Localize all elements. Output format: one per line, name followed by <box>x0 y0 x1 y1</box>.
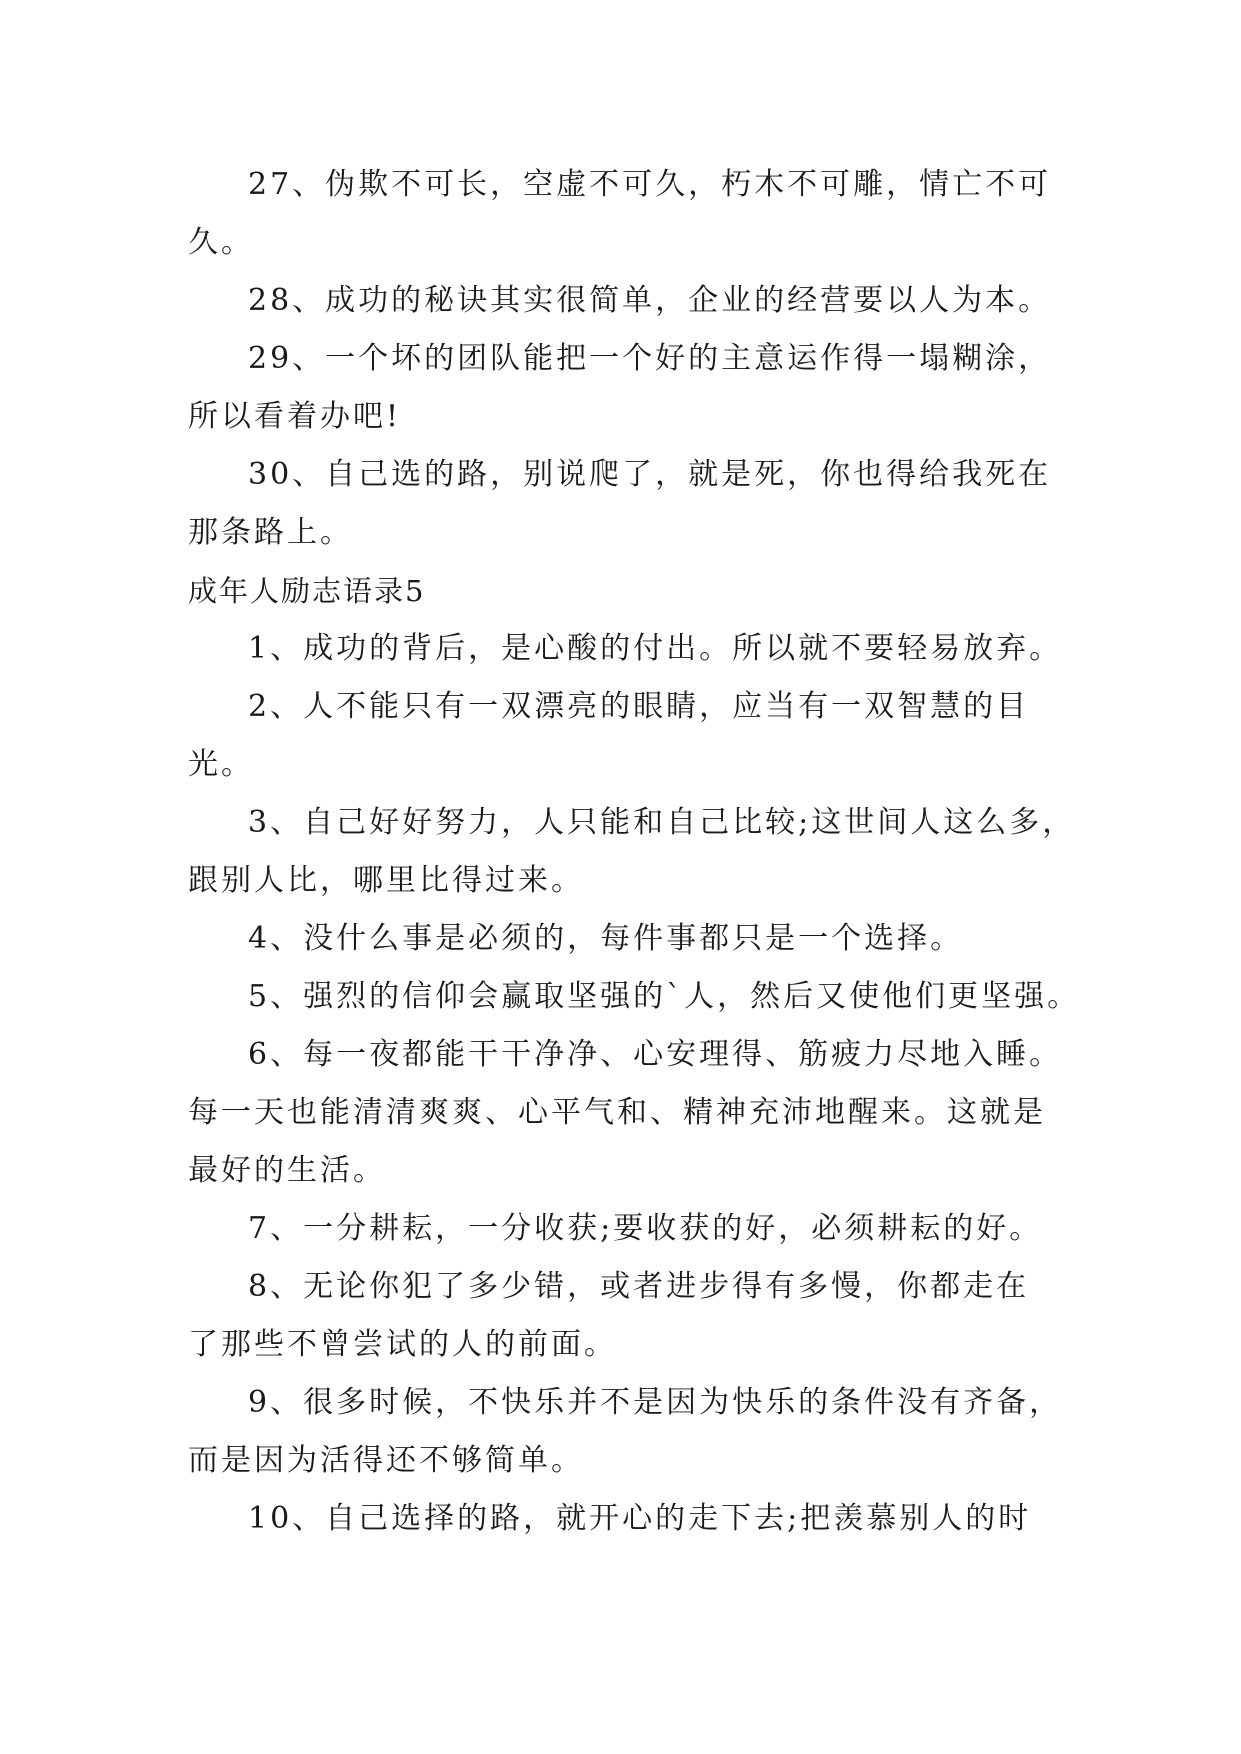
text-line: 每一天也能清清爽爽、心平气和、精神充沛地醒来。这就是 <box>188 1095 1046 1130</box>
quote-paragraph <box>188 156 1068 272</box>
quote-paragraph <box>188 620 1068 678</box>
text-line: 9、很多时候，不快乐并不是因为快乐的条件没有齐备， <box>248 1385 1063 1420</box>
text-line: 光。 <box>188 747 254 782</box>
text-line: 6、每一夜都能干干净净、心安理得、筋疲力尽地入睡。 <box>248 1037 1063 1072</box>
quote-paragraph <box>188 330 1068 446</box>
quote-paragraph <box>188 968 1081 1026</box>
quote-paragraph <box>188 678 1068 794</box>
text-line: 了那些不曾尝试的人的前面。 <box>188 1327 617 1362</box>
text-line: 久。 <box>188 225 254 260</box>
quote-paragraph <box>188 1200 1068 1258</box>
text-line: 5、强烈的信仰会赢取坚强的`人，然后又使他们更坚强。 <box>248 979 1081 1014</box>
quote-paragraph <box>188 910 1068 968</box>
quote-paragraph <box>188 1374 1068 1490</box>
text-line: 28、成功的秘诀其实很简单，企业的经营要以人为本。 <box>248 283 1052 318</box>
text-line: 最好的生活。 <box>188 1153 386 1188</box>
text-line: 所以看着办吧! <box>188 399 402 434</box>
text-line: 30、自己选的路，别说爬了，就是死，你也得给我死在 <box>248 457 1052 492</box>
quote-paragraph <box>188 1026 1068 1200</box>
quote-paragraph <box>188 446 1068 562</box>
section-heading <box>188 562 1068 620</box>
document-body <box>188 156 1081 1548</box>
quote-paragraph <box>188 1490 1068 1548</box>
text-line: 7、一分耕耘，一分收获;要收获的好，必须耕耘的好。 <box>248 1211 1043 1246</box>
text-line: 那条路上。 <box>188 515 353 550</box>
text-line: 跟别人比，哪里比得过来。 <box>188 863 584 898</box>
text-line: 成年人励志语录5 <box>188 574 426 608</box>
text-line: 10、自己选择的路，就开心的走下去;把羡慕别人的时 <box>248 1501 1032 1536</box>
text-line: 29、一个坏的团队能把一个好的主意运作得一塌糊涂， <box>248 341 1052 376</box>
text-line: 27、伪欺不可长，空虚不可久，朽木不可雕，情亡不可 <box>248 167 1052 202</box>
text-line: 8、无论你犯了多少错，或者进步得有多慢，你都走在 <box>248 1269 1030 1304</box>
quote-paragraph <box>188 794 1076 910</box>
quote-paragraph <box>188 1258 1068 1374</box>
text-line: 2、人不能只有一双漂亮的眼睛，应当有一双智慧的目 <box>248 689 1030 724</box>
text-line: 4、没什么事是必须的，每件事都只是一个选择。 <box>248 921 964 956</box>
text-line: 1、成功的背后，是心酸的付出。所以就不要轻易放弃。 <box>248 631 1063 666</box>
quote-paragraph <box>188 272 1068 330</box>
text-line: 3、自己好好努力，人只能和自己比较;这世间人这么多， <box>248 805 1076 840</box>
text-line: 而是因为活得还不够简单。 <box>188 1443 584 1478</box>
